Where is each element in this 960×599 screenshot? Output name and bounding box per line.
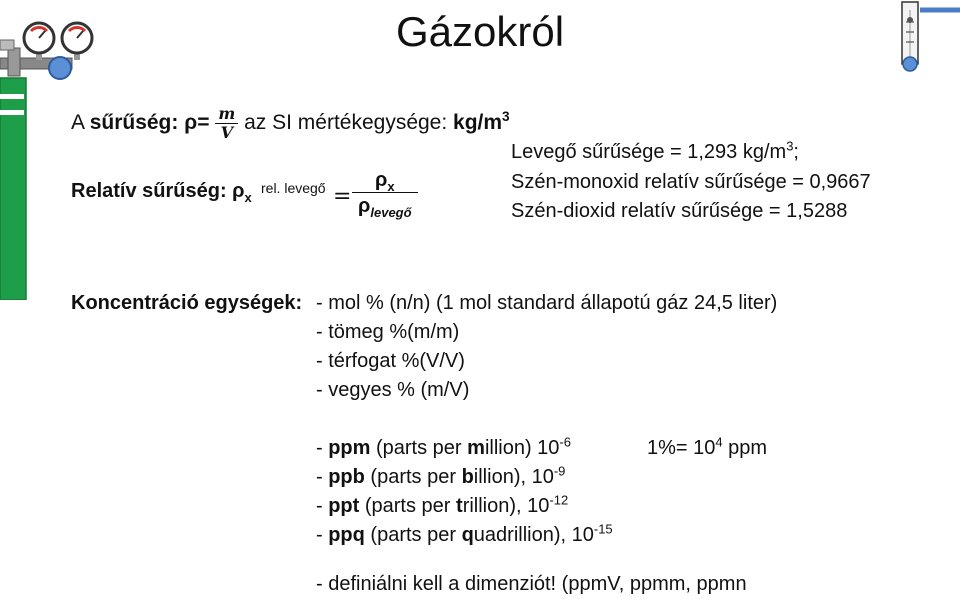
density-numerator: m [218,104,236,123]
density-symbol: ρ= [178,111,210,135]
page-title: Gázokról [395,8,565,55]
list-item: - ppb (parts per billion), $10^{-9}$ [316,463,566,488]
density-prefix: A [71,111,90,135]
list-item: - ppt (parts per trillion), $10^{-12}$ [316,492,569,517]
relative-density-superscript: rel. levegő [261,180,326,196]
concentration-label: Koncentráció egységek: [71,292,303,314]
percent-ppm-conversion: $1\%= 10^4$ ppm [647,434,768,459]
list-item: - ppm (parts per million) $10^{-6}$ [316,434,571,459]
co-relative-density: Szén-monoxid relatív sűrűsége = 0,9667 [511,171,871,193]
air-density: Levegő sűrűsége = 1,293 $kg/m^3$; [511,138,799,163]
density-unit-text: az SI mértékegysége: [244,111,454,135]
relative-density-label: Relatív sűrűség: $\rho_x$ [71,180,252,205]
dimension-note: - definiálni kell a dimenziót! (ppmV, ppmm, ppmn [316,573,747,595]
density-unit: kg/m [453,111,503,135]
relative-numerator: $\rho_x$ [374,169,395,194]
density-label: sűrűség: [89,111,179,135]
equals-sign: = [333,184,352,209]
ppm-list [316,434,613,553]
density-fraction [215,106,238,141]
relative-density-fraction [352,169,418,220]
density-unit-exponent: 3 [502,109,510,125]
co2-relative-density: Szén-dioxid relatív sűrűsége = 1,5288 [511,200,848,222]
concentration-list [316,292,777,408]
list-item: - ppq (parts per quadrillion), $10^{-15}$ [316,521,613,546]
density-definition [71,106,510,141]
list-item: - mol % (n/n) (1 mol standard állapotú gáz 24,5 liter) [316,292,778,314]
relative-denominator: $\rho_{levegő}$ [352,192,418,216]
density-denominator: V [215,123,238,141]
list-item: - vegyes % (m/V) [316,379,470,401]
list-item: - tömeg %(m/m) [316,321,460,343]
list-item: - térfogat %(V/V) [316,350,465,372]
